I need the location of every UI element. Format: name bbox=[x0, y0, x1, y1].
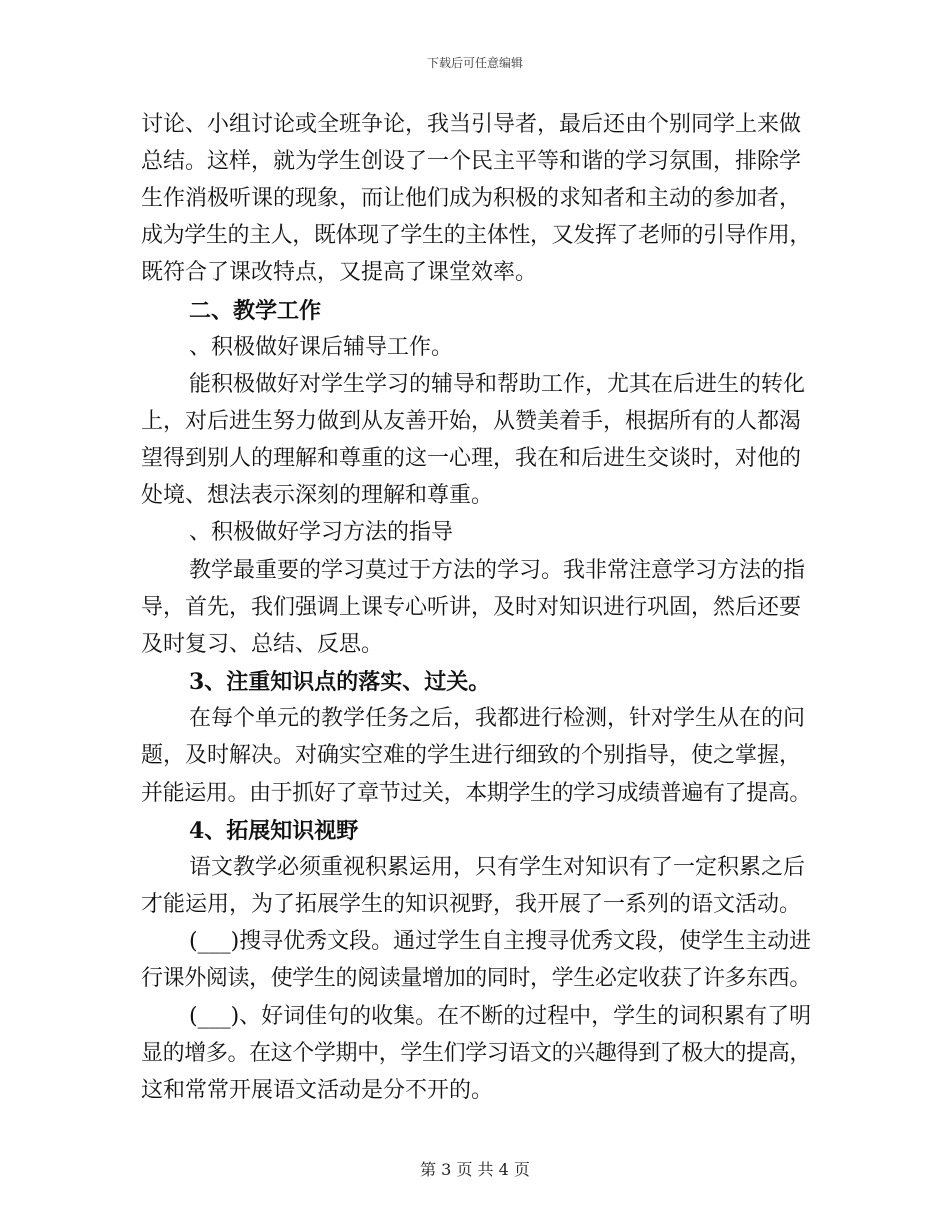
paragraph-line: 生作消极听课的现象，而让他们成为积极的求知者和主动的参加者， bbox=[141, 186, 802, 211]
paragraph-line: 题，及时解决。对确实空难的学生进行细致的个别指导，使之掌握， bbox=[141, 743, 802, 768]
paragraph-line: 教学最重要的学习莫过于方法的学习。我非常注意学习方法的指 bbox=[189, 558, 806, 583]
subsection-heading: 4、拓展知识视野 bbox=[189, 818, 359, 844]
page-footer: 第 3 页 共 4 页 bbox=[420, 1160, 530, 1179]
paragraph-line: 及时复习、总结、反思。 bbox=[141, 632, 384, 657]
paragraph-line: 显的增多。在这个学期中，学生们学习语文的兴趣得到了极大的提高， bbox=[141, 1041, 812, 1066]
paragraph-line: 上，对后进生努力做到从友善开始，从赞美着手，根据所有的人都渴 bbox=[141, 409, 802, 434]
subsection-heading: 3、注重知识点的落实、过关。 bbox=[189, 669, 491, 695]
subsection-heading: 、积极做好学习方法的指导 bbox=[189, 520, 454, 545]
paragraph-line: 处境、想法表示深刻的理解和尊重。 bbox=[141, 483, 494, 508]
paragraph-line: 总结。这样，就为学生创设了一个民主平等和谐的学习氛围，排除学 bbox=[141, 149, 802, 174]
paragraph-line: 能积极做好对学生学习的辅导和帮助工作，尤其在后进生的转化 bbox=[189, 372, 806, 397]
paragraph-line: 这和常常开展语文活动是分不开的。 bbox=[141, 1078, 494, 1103]
paragraph-line: 导，首先，我们强调上课专心听讲，及时对知识进行巩固，然后还要 bbox=[141, 595, 802, 620]
paragraph-line: (___)、好词佳句的收集。在不断的过程中，学生的词积累有了明 bbox=[189, 1004, 812, 1029]
paragraph-line: 望得到别人的理解和尊重的这一心理，我在和后进生交谈时，对他的 bbox=[141, 446, 802, 471]
paragraph-line: 既符合了课改特点，又提高了课堂效率。 bbox=[141, 260, 538, 285]
section-heading: 二、教学工作 bbox=[189, 298, 322, 324]
paragraph-line: 讨论、小组讨论或全班争论，我当引导者，最后还由个别同学上来做 bbox=[141, 112, 802, 137]
paragraph-line: 并能运用。由于抓好了章节过关，本期学生的学习成绩普遍有了提高。 bbox=[141, 781, 812, 806]
paragraph-line: 成为学生的主人，既体现了学生的主体性，又发挥了老师的引导作用， bbox=[141, 223, 812, 248]
paragraph-line: 语文教学必须重视积累运用，只有学生对知识有了一定积累之后 bbox=[189, 855, 806, 880]
paragraph-line: 行课外阅读，使学生的阅读量增加的同时，学生必定收获了许多东西。 bbox=[141, 966, 812, 991]
paragraph-line: 在每个单元的教学任务之后，我都进行检测，针对学生从在的问 bbox=[189, 706, 806, 731]
paragraph-line: 才能运用，为了拓展学生的知识视野，我开展了一系列的语文活动。 bbox=[141, 892, 802, 917]
subsection-heading: 、积极做好课后辅导工作。 bbox=[189, 335, 454, 360]
page-header: 下载后可任意编辑 bbox=[426, 56, 523, 70]
paragraph-line: (___)搜寻优秀文段。通过学生自主搜寻优秀文段，使学生主动进 bbox=[189, 929, 812, 954]
